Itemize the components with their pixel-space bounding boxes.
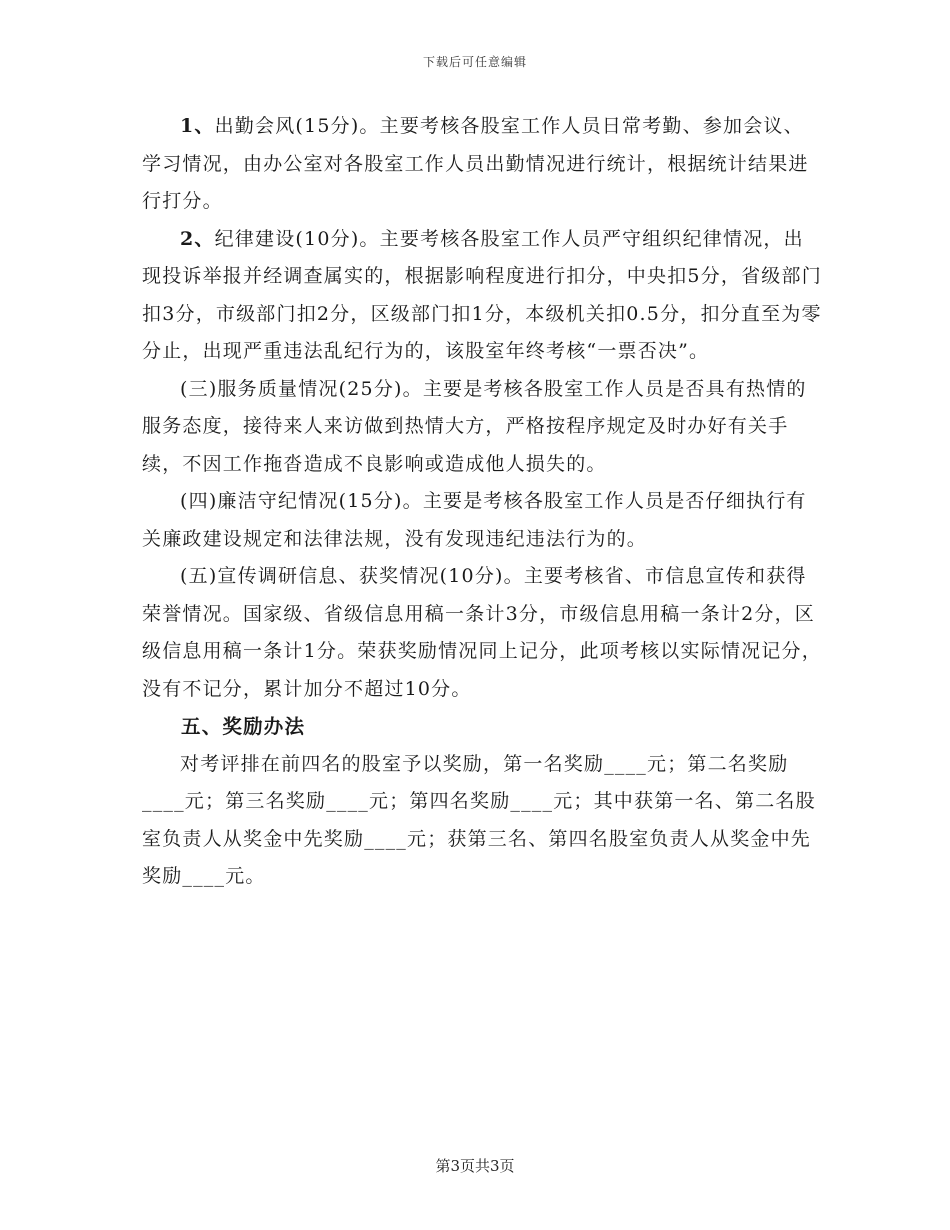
document-body <box>142 108 822 896</box>
page-footer: 第3页共3页 <box>435 1157 515 1175</box>
section-text: (四)廉洁守纪情况(15分)。主要是考核各股室工作人员是否仔细执行有关廉政建设规定和法律法规，没有发现违纪违法行为的。 <box>142 490 807 550</box>
section-service-quality <box>142 371 822 484</box>
section-attendance <box>142 108 822 221</box>
section-text: 出勤会风(15分)。主要考核各股室工作人员日常考勤、参加会议、学习情况，由办公室对各股室工作人员出勤情况进行统计，根据统计结果进行打分。 <box>142 115 809 212</box>
section-text: (五)宣传调研信息、获奖情况(10分)。主要考核省、市信息宣传和获得荣誉情况。国家级、省级信息用稿一条计3分，市级信息用稿一条计2分，区级信息用稿一条计1分。荣获奖励情况同上记分，此项考核以实际情况记分，没有不记分，累计加分不超过10分。 <box>142 565 822 700</box>
page-header: 下载后可任意编辑 <box>422 55 527 69</box>
section-heading-rewards: 五、奖励办法 <box>181 715 306 738</box>
reward-paragraph: 对考评排在前四名的股室予以奖励，第一名奖励____元；第二名奖励____元；第三名奖励____元；第四名奖励____元；其中获第一名、第二名股室负责人从奖金中先奖励____元；获第三名、第四名股室负责人从奖金中先奖励____元。 <box>142 752 816 887</box>
section-discipline <box>142 221 822 371</box>
section-text: (三)服务质量情况(25分)。主要是考核各股室工作人员是否具有热情的服务态度，接待来人来访做到热情大方，严格按程序规定及时办好有关手续，不因工作拖沓造成不良影响或造成他人损失的。 <box>142 377 807 475</box>
section-text: 纪律建设(10分)。主要考核各股室工作人员严守组织纪律情况，出现投诉举报并经调查属实的，根据影响程度进行扣分，中央扣5分，省级部门扣3分，市级部门扣2分，区级部门扣1分，本级机关扣0.5分，扣分直至为零分止，出现严重违法乱纪行为的，该股室年终考核“一票否决”。 <box>142 227 822 362</box>
section-publicity <box>142 558 822 708</box>
section-number: 2、 <box>180 227 215 250</box>
section-number: 1、 <box>180 115 215 137</box>
section-integrity <box>142 483 822 558</box>
